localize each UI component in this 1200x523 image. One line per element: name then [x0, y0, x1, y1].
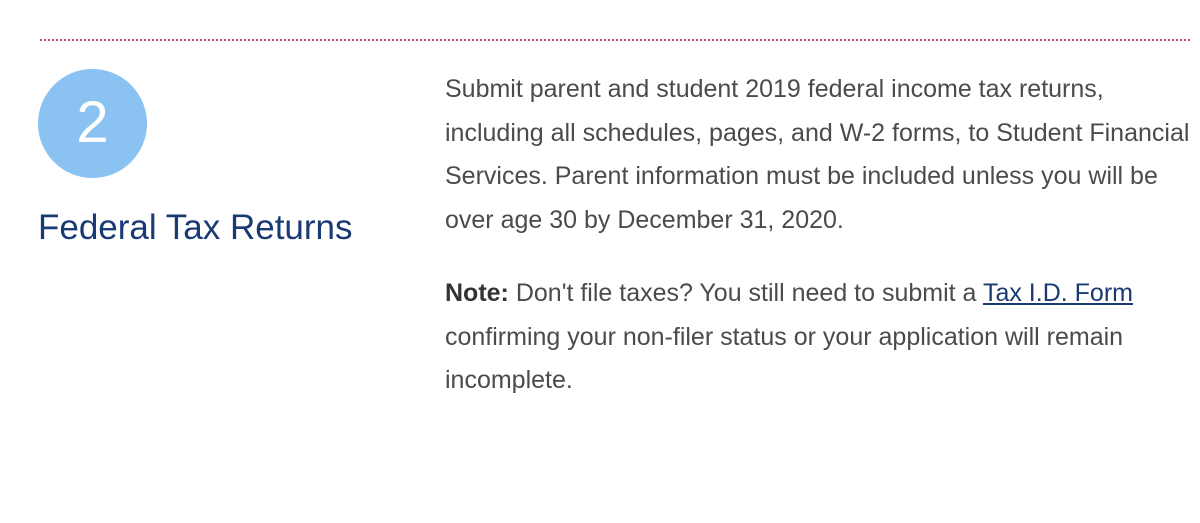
step-number: 2 — [76, 89, 109, 155]
step-title: Federal Tax Returns — [38, 208, 353, 247]
tax-id-form-link[interactable]: Tax I.D. Form — [982, 279, 1133, 307]
note-label: Note: — [445, 279, 509, 307]
instructions-paragraph: Submit parent and student 2019 federal income tax returns, including all schedules, pages, and W-2 forms, to Student Financial Services. Parent information must be included unless you will be over age 30 by December 31, 2020. — [445, 75, 1190, 234]
note-text-after: confirming your non-filer status or your application will remain incomplete. — [445, 322, 1124, 394]
note-text-before: Don't file taxes? You still need to submit a — [508, 279, 983, 307]
step-number-badge — [38, 69, 147, 178]
note-paragraph — [445, 272, 1190, 403]
dotted-divider — [40, 39, 1190, 41]
step-content — [445, 68, 1190, 403]
